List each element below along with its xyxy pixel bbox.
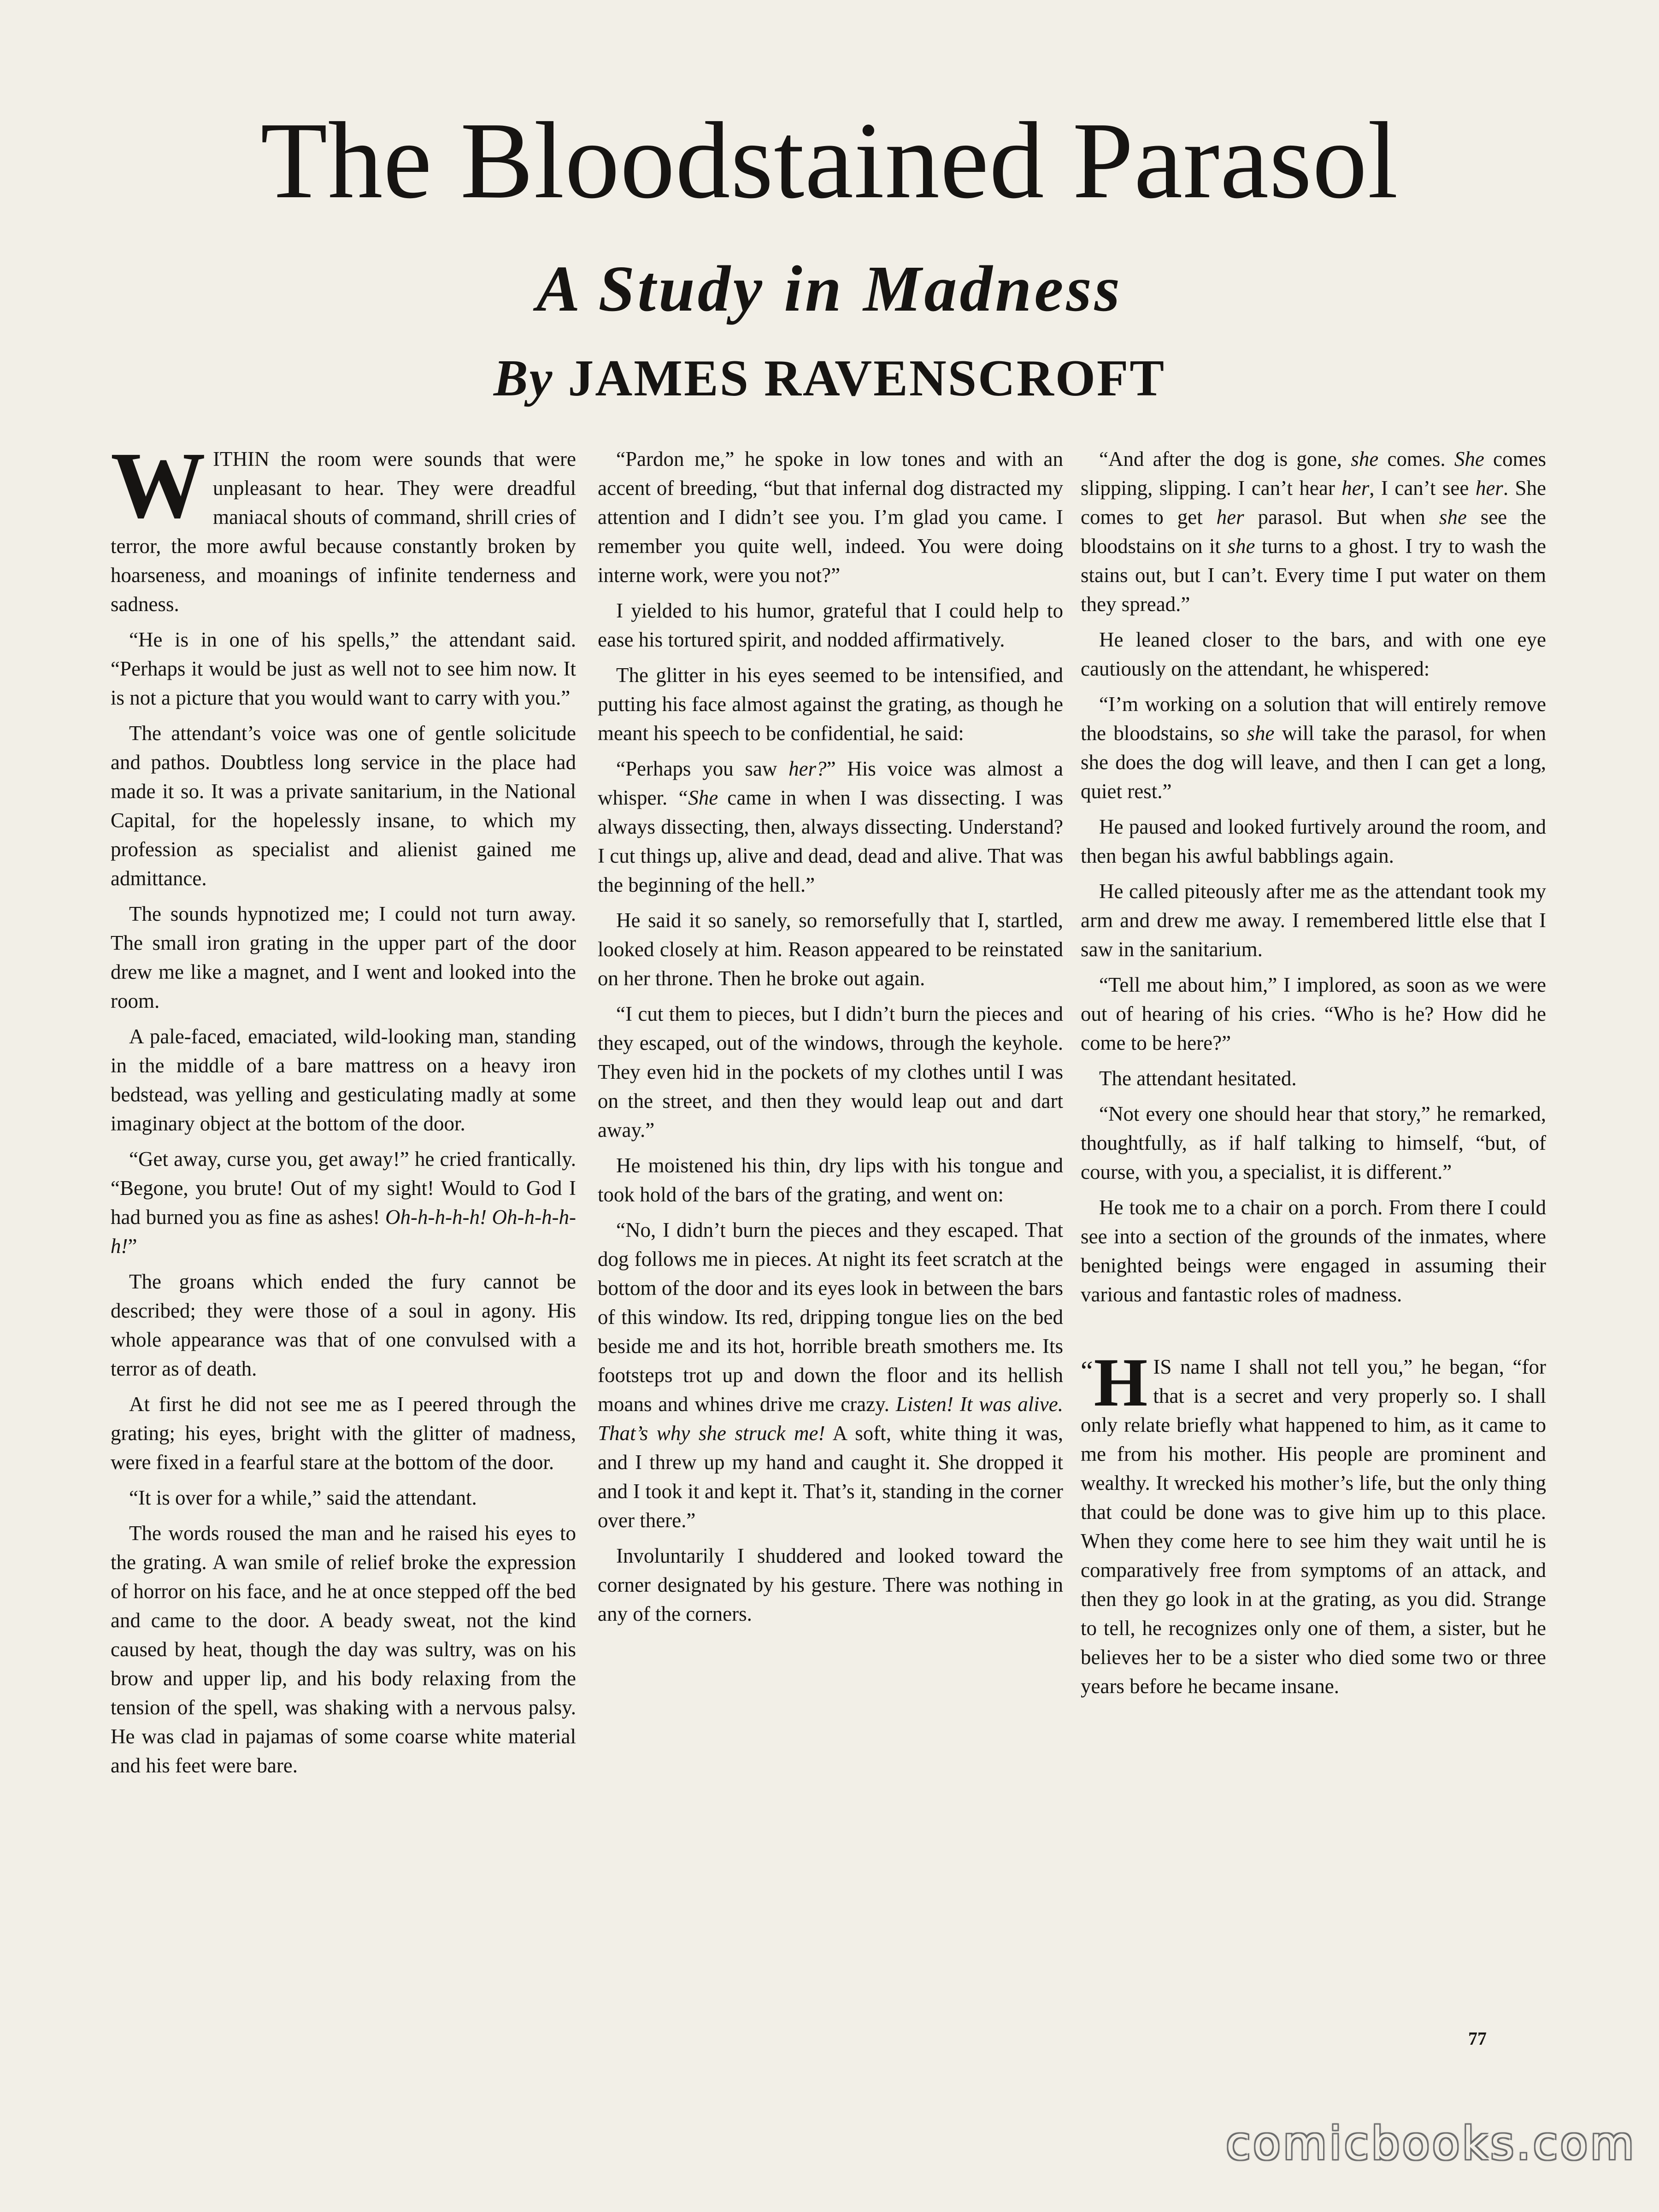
paragraph: The sounds hypnotized me; I could not turn away. The small iron grating in the upper part of the door drew me like a magnet, and I went and looked into the room. bbox=[111, 902, 576, 1012]
paragraph: “Get away, curse you, get away!” he cried frantically. “Begone, you brute! Out of my sight! Would to God I had burned you as fine as ashes! Oh-h-h-h-h! Oh-h-h-h-h!” bbox=[111, 1147, 576, 1258]
paragraph: He took me to a chair on a porch. From there I could see into a section of the grounds of the inmates, where benighted beings were engaged in assuming their various and fantastic roles of madness. bbox=[1081, 1196, 1546, 1306]
paragraph: The glitter in his eyes seemed to be intensified, and putting his face almost against the grating, as though he meant his speech to be confidential, he said: bbox=[598, 664, 1063, 745]
page-number: 77 bbox=[1468, 2028, 1487, 2049]
paragraph: The attendant’s voice was one of gentle solicitude and pathos. Doubtless long service in the place had made it so. It was a private sanitarium, in the National Capital, for the hopelessly insane, to which my profession as specialist and alienist gained me admittance. bbox=[111, 722, 576, 890]
story-title: The Bloodstained Parasol bbox=[260, 100, 1399, 221]
column-1 bbox=[111, 432, 576, 1787]
paragraph: He paused and looked furtively around the room, and then began his awful babblings again. bbox=[1081, 815, 1546, 867]
paragraph: A pale-faced, emaciated, wild-looking man, standing in the middle of a bare mattress on a heavy iron bedstead, was yelling and gesticulating madly at some imaginary object at the bottom of the door. bbox=[111, 1025, 576, 1135]
paragraph: He leaned closer to the bars, and with one eye cautiously on the attendant, he whispered: bbox=[1081, 628, 1546, 680]
story-subtitle: A Study in Madness bbox=[536, 252, 1123, 325]
column-2 bbox=[598, 445, 1063, 1635]
paragraph: “I cut them to pieces, but I didn’t burn the pieces and they escaped, out of the windows, through the keyhole. They even hid in the pockets of my clothes until I was on the street, and then they would leap out and dart away.” bbox=[598, 1002, 1063, 1141]
paragraph: “He is in one of his spells,” the attendant said. “Perhaps it would be just as well not to see him now. It is not a picture that you would want to carry with you.” bbox=[111, 628, 576, 709]
column-3 bbox=[1081, 445, 1546, 1707]
opening-quote: “ bbox=[1081, 1356, 1093, 1386]
paragraph: “No, I didn’t burn the pieces and they escaped. That dog follows me in pieces. At night its feet scratch at the bottom of the door and its eyes look in between the bars of this window. Its red, dripping tongue lies on the bed beside me and its hot, horrible breath smothers me. Its footsteps trot up and down the floor and its hellish moans and whines drive me crazy. Listen! It was alive. That’s why she struck me! A soft, white thing it was, and I threw up my hand and caught it. She dropped it and I took it and kept it. That’s it, standing in the corner over there.” bbox=[598, 1218, 1063, 1532]
paragraph: “It is over for a while,” said the attendant. bbox=[129, 1486, 477, 1509]
paragraph: “And after the dog is gone, she comes. She comes slipping, slipping. I can’t hear her, I can’t see her. She comes to get her parasol. But when she see the bloodstains on it she turns to a ghost. I try to wash the stains out, but I can’t. Every time I put water on them they spread.” bbox=[1081, 447, 1547, 616]
paragraph: The groans which ended the fury cannot be described; they were those of a soul in agony. His whole appearance was that of one convulsed with a terror as of death. bbox=[111, 1270, 576, 1380]
paragraph: “Perhaps you saw her?” His voice was almost a whisper. “She came in when I was dissecting. I was always dissecting, then, always dissecting. Understand? I cut things up, alive and dead, dead and alive. That was the beginning of the hell.” bbox=[598, 757, 1063, 896]
paragraph: I yielded to his humor, grateful that I could help to ease his tortured spirit, and nodded affirmatively. bbox=[598, 599, 1063, 651]
paragraph: WITHIN the room were sounds that were unpleasant to hear. They were dreadful maniacal shouts of command, shrill cries of terror, the more awful because constantly broken by hoarseness, and moanings of infinite tenderness and sadness. bbox=[111, 432, 576, 616]
byline bbox=[0, 350, 1659, 407]
paragraph: At first he did not see me as I peered through the grating; his eyes, bright with the glitter of madness, were fixed in a fearful stare at the bottom of the door. bbox=[111, 1393, 576, 1474]
drop-cap: W bbox=[111, 432, 206, 538]
paragraph: He called piteously after me as the attendant took my arm and drew me away. I remembered little else that I saw in the sanitarium. bbox=[1081, 880, 1546, 961]
paragraph: “Tell me about him,” I implored, as soon as we were out of hearing of his cries. “Who is he? How did he come to be here?” bbox=[1081, 973, 1546, 1054]
paragraph: “ H IS name I shall not tell you,” he began, “for that is a secret and very properly so. I shall only relate briefly what happened to him, as it came to me from his mother. His people are prominent and wealthy. It wrecked his mother’s life, but the only thing that could be done was to give him up to this place. When they come here to see him they wait until he is comparatively free from symptoms of an attack, and then they go look in at the grating, as you did. Strange to tell, he recognizes only one of them, a sister, but he believes her to be a sister who died some two or three years before he became insane. bbox=[1081, 1344, 1546, 1698]
paragraph: He said it so sanely, so remorsefully that I, startled, looked closely at him. Reason appeared to be reinstated on her throne. Then he broke out again. bbox=[598, 909, 1063, 990]
paragraph: “Not every one should hear that story,” he remarked, thoughtfully, as if half talking to himself, “but, of course, with you, a specialist, it is different.” bbox=[1081, 1102, 1546, 1183]
paragraph: Involuntarily I shuddered and looked toward the corner designated by his gesture. There was nothing in any of the corners. bbox=[598, 1544, 1063, 1625]
paragraph: “Pardon me,” he spoke in low tones and with an accent of breeding, “but that infernal dog distracted my attention and I didn’t see you. I’m glad you came. I remember you quite well, indeed. You were doing interne work, were you not?” bbox=[598, 447, 1063, 587]
drop-cap: H bbox=[1094, 1344, 1148, 1421]
byline-author: JAMES RAVENSCROFT bbox=[568, 350, 1166, 407]
section-break bbox=[1081, 1316, 1546, 1353]
paragraph: The attendant hesitated. bbox=[1099, 1067, 1297, 1090]
paragraph: “I’m working on a solution that will entirely remove the bloodstains, so she will take the parasol, for when she does the dog will leave, and then I can get a long, quiet rest.” bbox=[1081, 693, 1546, 803]
paragraph: He moistened his thin, dry lips with his tongue and took hold of the bars of the grating, and went on: bbox=[598, 1154, 1063, 1206]
byline-by: By bbox=[493, 350, 554, 407]
site-watermark: comicbooks.com bbox=[1226, 2118, 1636, 2170]
paragraph: The words roused the man and he raised his eyes to the grating. A wan smile of relief broke the expression of horror on his face, and he at once stepped off the bed and came to the door. A beady sweat, not the kind caused by heat, though the day was sultry, was on his brow and upper lip, and his body relaxing from the tension of the spell, was shaking with a nervous palsy. He was clad in pajamas of some coarse white material and his feet were bare. bbox=[111, 1522, 576, 1777]
